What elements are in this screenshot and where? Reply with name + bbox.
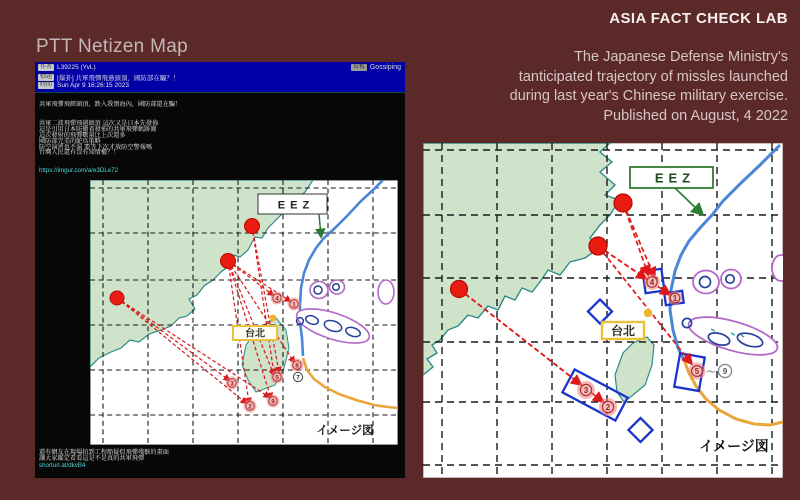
taipei-dot [270, 315, 277, 322]
post-line: 還有網友在現場拍到工程船疑似飛彈殘骸的畫面 [39, 449, 169, 456]
post-line: 共軍飛彈飛經頭頂，跌入我領海內，國防部還在騙！ [39, 101, 182, 108]
range-tilde: ～ [706, 367, 716, 377]
ptt-titlebar [35, 62, 405, 93]
caption-line: Published on August, 4 2022 [603, 107, 788, 124]
ptt-field-time: 時間 [40, 82, 53, 88]
svg-text:1: 1 [672, 294, 678, 303]
svg-text:3: 3 [230, 380, 234, 388]
image-note: イメージ図 [699, 438, 769, 454]
svg-text:4: 4 [275, 295, 279, 303]
taipei-label [602, 322, 644, 339]
svg-text:2: 2 [605, 403, 611, 412]
ptt-field-author: 作者 [40, 64, 53, 70]
impact-2 [599, 398, 617, 416]
left-panel-title: PTT Netizen Map [36, 36, 188, 57]
brand-title: ASIA FACT CHECK LAB [609, 10, 788, 27]
ptt-screenshot [35, 62, 405, 478]
post-line: 台灣人民還有沒有知情權？！ [39, 149, 120, 157]
impact-3 [577, 381, 595, 399]
svg-text:EEZ: EEZ [277, 199, 315, 212]
svg-text:9: 9 [722, 367, 728, 376]
svg-text:7: 7 [296, 374, 300, 382]
svg-text:EEZ: EEZ [654, 170, 696, 186]
svg-text:4: 4 [649, 278, 655, 287]
ptt-author: L39225 (YvL) [57, 64, 96, 71]
impact-4 [271, 292, 284, 305]
impact-1 [668, 291, 682, 305]
ptt-board-label: 看板 [352, 64, 365, 70]
caption [398, 48, 788, 126]
shorturl-link[interactable]: shorturl.at/dkvB4 [39, 461, 86, 469]
taipei-dot [644, 309, 652, 317]
ptt-post-body [39, 102, 399, 156]
caption-line: tanticipated trajectory of missles launched [518, 68, 788, 85]
ptt-post-title: [爆卦] 共軍飛彈飛過頭頂，國防部在騙？！ [57, 75, 180, 82]
impact-9 [718, 364, 731, 377]
svg-text:2: 2 [248, 403, 252, 411]
impact-4 [644, 274, 660, 290]
post-line: 國防部完美的鴕鳥策略 [39, 137, 101, 145]
caption-line: during last year's Chinese military exercise. [509, 88, 788, 104]
impact-8 [291, 359, 304, 372]
svg-text:9: 9 [271, 398, 275, 406]
post-line: 防空演習也不演 要等下次才放防空警報嗎 [39, 143, 153, 151]
impact-1 [288, 298, 301, 311]
post-line: 讓大家鑑定看看這是不是真的共軍飛彈 [39, 455, 145, 463]
ptt-field-title: 標題 [40, 74, 53, 80]
defense-ministry-map [423, 143, 783, 478]
svg-text:5: 5 [275, 374, 279, 382]
post-line: 這次發射的飛彈數量比上次還多 [39, 131, 126, 139]
svg-text:台北: 台北 [245, 328, 265, 340]
ptt-post-footer [39, 450, 399, 469]
impact-7 [293, 372, 302, 381]
impact-5 [689, 363, 706, 380]
svg-text:1: 1 [292, 301, 296, 309]
svg-text:8: 8 [295, 362, 299, 370]
post-line: 這是引用日本防衛省發佈的共軍飛彈軌跡圖 [39, 125, 157, 133]
taipei-label [233, 326, 277, 340]
imgur-link[interactable]: https://imgur.com/a/e3DLe72 [39, 167, 119, 174]
ptt-datetime: Sun Apr 9 16:26:15 2023 [57, 82, 129, 89]
netizen-map [90, 180, 398, 445]
impact-3 [226, 377, 239, 390]
impact-5 [271, 371, 284, 384]
impact-2 [244, 400, 257, 413]
svg-text:3: 3 [583, 386, 589, 395]
ptt-board-name[interactable]: Gossiping [369, 64, 401, 71]
caption-line: The Japanese Defense Ministry's [574, 49, 788, 65]
impact-9 [267, 395, 280, 408]
post-line: 共軍二波飛彈飛越頭頂 這次又是日本先發佈 [39, 119, 159, 127]
image-note: イメージ図 [316, 425, 374, 437]
svg-text:台北: 台北 [610, 324, 636, 338]
svg-text:5: 5 [694, 367, 700, 376]
